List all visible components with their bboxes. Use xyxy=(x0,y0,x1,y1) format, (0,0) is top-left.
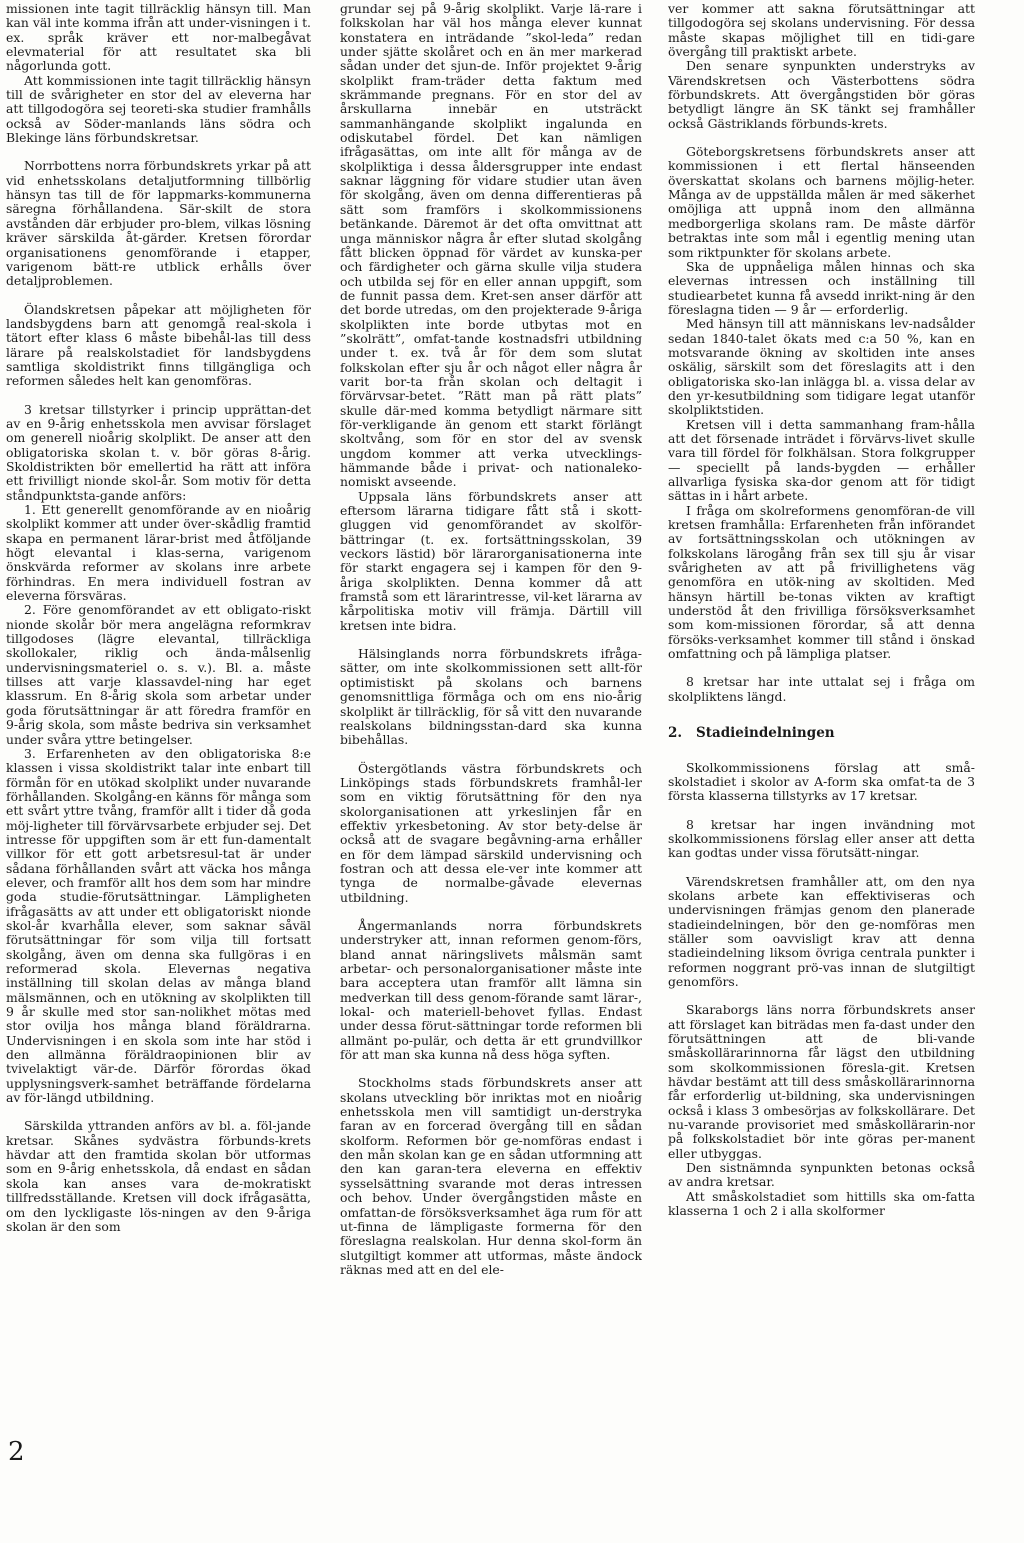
paragraph: 3 kretsar tillstyrker i princip upprättan-det av en 9-årig enhetsskola men avvisar förslaget om generell nioårig skolplikt. De anser att den obligatoriska skolan t. v. bör göras 8-årig. Skoldistrikten bör emellertid ha rätt att införa ett frivilligt nionde skol-år. Som motiv för detta ståndpunktsta-gande anförs: xyxy=(6,401,311,503)
paragraph: Särskilda yttranden anförs av bl. a. föl-jande kretsar. Skånes sydvästra förbunds-krets hävdar att den framtida skolan bör utformas som en 9-årig enhetsskola, då endast en sådan skola kan anses vara de-mokratiskt tillfredsställande. Kretsen vill dock ifrågasätta, om den lyckligaste lös-ningen av den 9-åriga skolan är den som xyxy=(6,1118,311,1234)
paragraph: Östergötlands västra förbundskrets och Linköpings stads förbundskrets framhål-ler som en viktig förutsättning för den nya skolorganisationen att yrkeslinjen får en effektiv yrkesbetoning. Av stor bety-delse är också att de svagare begåvning-arna erhåller en för dem lämpad särskild undervisning och fostran och att dessa ele-ver inte kommer att tynga de normalbe-gåvade elevernas utbildning. xyxy=(340,760,642,905)
paragraph: Den senare synpunkten understryks av Värendskretsen och Västerbottens södra förbundskrets. Att övergångstiden bör göras betydligt längre än SK tänkt sej framhåller också Gästriklands förbunds-krets. xyxy=(668,58,975,131)
paragraph: ver kommer att sakna förutsättningar att tillgodogöra sej skolans undervisning. För dessa måste skapas möjlighet till en tidi-gare övergång till praktiskt arbete. xyxy=(668,2,975,60)
paragraph: Ölandskretsen påpekar att möjligheten för landsbygdens barn att genomgå real-skola i tätort efter klass 6 måste bibehål-las till dess lärare på realskolstadiet för landsbygdens samtliga skoldistrikt finns tillgängliga och reformen således helt kan genomföras. xyxy=(6,301,311,389)
paragraph: Skaraborgs läns norra förbundskrets anser att förslaget kan biträdas men fa-dast under den förutsättningen att de bli-vande småskollärarinnorna får lägst den utbildning som skolkommissionen föresla-git. Kretsen hävdar bestämt att till dess småskollärarinnorna får erforderlig ut-bildning, ska undervisningen också i klass 3 ombesörjas av folkskollärare. Det nu-varande provisoriet med småskollärarin-nor på folkskolstadiet bör inte göras per-manent eller utbyggas. xyxy=(668,1002,975,1161)
paragraph: 3. Erfarenheten av den obligatoriska 8:e klassen i vissa skoldistrikt talar inte enbart till förmån för en utökad skolplikt under nuvarande förhållanden. Skolgång-en känns för många som ett svårt yttre tvång, framför allt i tider då goda möj-ligheter till förvärvsarbete erbjuder sej. Det intresse för uppgiften som är ett fun-damentalt villkor för ett gott arbetsresul-tat är under sådana förhållanden svårt att väcka hos många elever, och framför allt hos dem som har mindre goda studie-förutsättningar. Lämpligheten ifrågasätts av att under ett obligatoriskt nionde skol-år kvarhålla elever, som saknar såväl förutsättningar för som vilja till fortsatt skolgång, även om denna ska fullgöras i en reformerad skola. Elevernas negativa inställning till skolan delas av många bland mälsmännen, och en utökning av skolplikten till 9 år skulle med stor san-nolikhet mötas med stor ovilja hos många bland föräldrarna. Undervisningen i en skola som inte har stöd i den allmänna föräldraopinionen blir av tvivelaktigt vär-de. Därför förordas ökad upplysningsverk-samhet beträffande fördelarna av för-längd utbildning. xyxy=(6,745,311,1106)
section-number: 2. xyxy=(668,725,683,742)
paragraph: Uppsala läns förbundskrets anser att eftersom lärarna tidigare fått stå i skott-gluggen vid genomförandet av skolför-bättringar (t. ex. fortsättningsskolan, 39 veckors lästid) bör lärarorganisationerna inte för starkt engagera sej i kampen för den 9-åriga skolplikten. Denna kommer då att framstå som ett lärarintresse, vil-ket lärarna av kårpolitiska motiv vill främja. Därtill vill kretsen inte bidra. xyxy=(340,488,642,633)
paragraph: Värendskretsen framhåller att, om den nya skolans arbete kan effektiviseras och undervisningen främjas genom den planerade stadieindelningen, bör den ge-nomföras men ställer som oavvisligt krav att denna stadieindelning liksom övriga centrala punkter i reformen noggrant prö-vas innan de slutgiltigt genomförs. xyxy=(668,873,975,989)
paragraph: missionen inte tagit tillräcklig hänsyn till. Man kan väl inte komma ifrån att under-visningen i t. ex. språk kräver ett nor-malbegåvat elevmaterial för att resultatet ska bli någorlunda gott. xyxy=(6,2,311,74)
paragraph: Göteborgskretsens förbundskrets anser att kommissionen i ett flertal hänseenden överskattat skolans och barnens möjlig-heter. Många av de uppställda målen är med säkerhet omöjliga att uppnå inom den allmänna medborgerliga skolans ram. De måste därför betraktas inte som mål i egentlig mening utan som riktpunkter för skolans arbete. xyxy=(668,144,975,260)
paragraph: Ångermanlands norra förbundskrets understryker att, innan reformen genom-förs, bland annat näringslivets målsmän samt arbetar- och personalorganisationer måste inte bara acceptera utan framför allt lämna sin medverkan till dess genom-förande samt lärar-, lokal- och materiell-behovet fyllas. Endast under dessa förut-sättningar torde reformen bli allmänt po-pulär, och detta är ett grundvillkor för att man ska kunna nå dess höga syften. xyxy=(340,917,642,1063)
paragraph: Norrbottens norra förbundskrets yrkar på att vid enhetsskolans detaljutformning tillbörlig hänsyn tas till de för lappmarks-kommunerna säregna förhållandena. Sär-skilt de stora avstånden där erbjuder pro-blem, vilkas lösning kräver särskilda åt-gärder. Kretsen förordar organisationens genomförande i etapper, varigenom bätt-re utblick erhålls över detaljproblemen. xyxy=(6,158,311,289)
paragraph: Skolkommissionens förslag att små-skolstadiet i skolor av A-form ska omfat-ta de 3 första klasserna tillstyrks av 17 kretsar. xyxy=(668,759,975,804)
text-column-3 xyxy=(668,2,975,1218)
text-column-1 xyxy=(6,2,311,1234)
paragraph: Den sistnämnda synpunkten betonas också av andra kretsar. xyxy=(668,1160,975,1190)
paragraph: Hälsinglands norra förbundskrets ifråga-sätter, om inte skolkommissionen sett allt-för optimistiskt på skolans och barnens genomsnittliga förmåga och om ens nio-årig skolplikt är tillräcklig, för så vitt den nuvarande realskolans bildningsstan-dard ska kunna bibehållas. xyxy=(340,646,642,748)
paragraph: grundar sej på 9-årig skolplikt. Varje lä-rare i folkskolan har väl hos många elever kunnat konstatera en inträdande ”skol-leda” redan under sjätte skolåret och en än mer markerad sådan under det sjun-de. Inför projektet 9-årig skolplikt fram-träder detta faktum med skrämmande pregnans. För en stor del av årskullarna innebär en utsträckt sammanhängande skolplikt ingalunda en odiskutabel fördel. Det kan nämligen ifrågasättas, om inte allt för många av de skolpliktiga i dessa åldersgrupper inte endast saknar läggning för vidare studier utan även för skolgång, även om denna differentieras på sätt som framförs i skolkommissionens betänkande. Däremot är det ofta omvittnat att unga människor några år efter slutad skolgång fått blicken öppnad för värdet av kunska-per och färdigheter och gärna skulle vilja studera och utbilda sej för en eller annan uppgift, som de funnit passa dem. Kret-sen anser därför att det borde utredas, om den projekterade 9-åriga skolplikten inte borde utbytas mot en ”skolrätt”, omfat-tande kostnadsfri utbildning under t. ex. två år för dem som slutat folkskolan efter sju år och något eller några år varit bor-ta från skolan och deltagit i förvärvsar-betet. ”Rätt man på rätt plats” skulle där-med komma betydligt närmare sitt för-verkligande än genom ett starkt förlängt skoltvång, som för en stor del av svensk ungdom kommer att verka utvecklings-hämmande både i privat- och nationaleko-nomiskt avseende. xyxy=(340,2,642,490)
section-title: Stadieindelningen xyxy=(696,725,835,742)
page-number: 2 xyxy=(8,1437,25,1467)
text-column-2 xyxy=(340,2,642,1277)
section-heading xyxy=(668,726,975,740)
paragraph: 2. Före genomförandet av ett obligato-riskt nionde skolår bör mera angelägna reformkrav tillgodoses (lägre elevantal, tillräckliga skollokaler, riklig och ända-målsenlig undervisningsmateriel o. s. v.). Bl. a. måste tillses att varje klassavdel-ning har eget klassrum. En 8-årig skola som arbetar under goda förutsättningar är att föredra framför en 9-årig skola, som måste bedriva sin verksamhet under svåra yttre betingelser. xyxy=(6,602,311,747)
paragraph: Stockholms stads förbundskrets anser att skolans utveckling bör inriktas mot en nioårig enhetsskola men vill samtidigt un-derstryka faran av en forcerad övergång till en sådan skolform. Reformen bör ge-nomföras endast i den mån skolan kan ge en sådan utformning att den kan garan-tera eleverna en effektiv sysselsättning svarande mot deras intressen och behov. Under övergångstiden måste en omfattan-de försöksverksamhet äga rum för att ut-finna de lämpligaste formerna för den föreslagna realskolan. Hur denna skol-form än slutgiltigt kommer att utformas, måste ändock räknas med att en del ele- xyxy=(340,1075,642,1277)
paragraph: Ska de uppnåeliga målen hinnas och ska elevernas intressen och inställning till studiearbetet kunna få avsedd inrikt-ning är den föreslagna tiden — 9 år — erforderlig. xyxy=(668,258,975,317)
paragraph: I fråga om skolreformens genomföran-de vill kretsen framhålla: Erfarenheten från införandet av fortsättningsskolan och utökningen av folkskolans lärogång från sex till sju år visar svårigheten av att på frivillighetens väg genomföra en utök-ning av skoltiden. Med hänsyn härtill be-tonas vikten av kraftigt understöd åt den frivilliga försöksverksamhet som kom-missionen förordar, så att denna försöks-verksamhet kommer till stånd i önskad omfattning och på lämpliga platser. xyxy=(668,502,975,662)
paragraph: 8 kretsar har ingen invändning mot skolkommissionens förslag eller anser att detta kan godtas under vissa förutsätt-ningar. xyxy=(668,816,975,861)
paragraph: Att småskolstadiet som hittills ska om-fatta klasserna 1 och 2 i alla skolformer xyxy=(668,1188,975,1219)
paragraph: 8 kretsar har inte uttalat sej i fråga om skolpliktens längd. xyxy=(668,674,975,704)
paragraph: Med hänsyn till att människans lev-nadsålder sedan 1840-talet ökats med c:a 50 %, kan en motsvarande ökning av skoltiden inte anses oskälig, särskilt som det föreslagits att i den obligatoriska sko-lan inlägga bl. a. vissa delar av den yr-kesutbildning som tidigare legat utanför skolpliktstiden. xyxy=(668,316,975,418)
paragraph: Kretsen vill i detta sammanhang fram-hålla att det försenade inträdet i förvärvs-livet skulle vara till fördel för folkhälsan. Stora folkgrupper — speciellt på lands-bygden — erhåller allvarliga fysiska ska-dor genom att för tidigt sättas in i hårt arbete. xyxy=(668,416,975,504)
paragraph: Att kommissionen inte tagit tillräcklig hänsyn till de svårigheter en stor del av eleverna har att tillgodogöra sej teoreti-ska studier framhålls också av Söder-manlands läns södra och Blekinge läns förbundskretsar. xyxy=(6,72,311,146)
paragraph: 1. Ett generellt genomförande av en nioårig skolplikt kommer att under över-skådlig framtid skapa en permanent lärar-brist med åtföljande högt elevantal i klas-serna, varigenom önskvärda reformer av skolans inre arbete förhindras. En mera individuell fostran av eleverna försväras. xyxy=(6,502,311,604)
